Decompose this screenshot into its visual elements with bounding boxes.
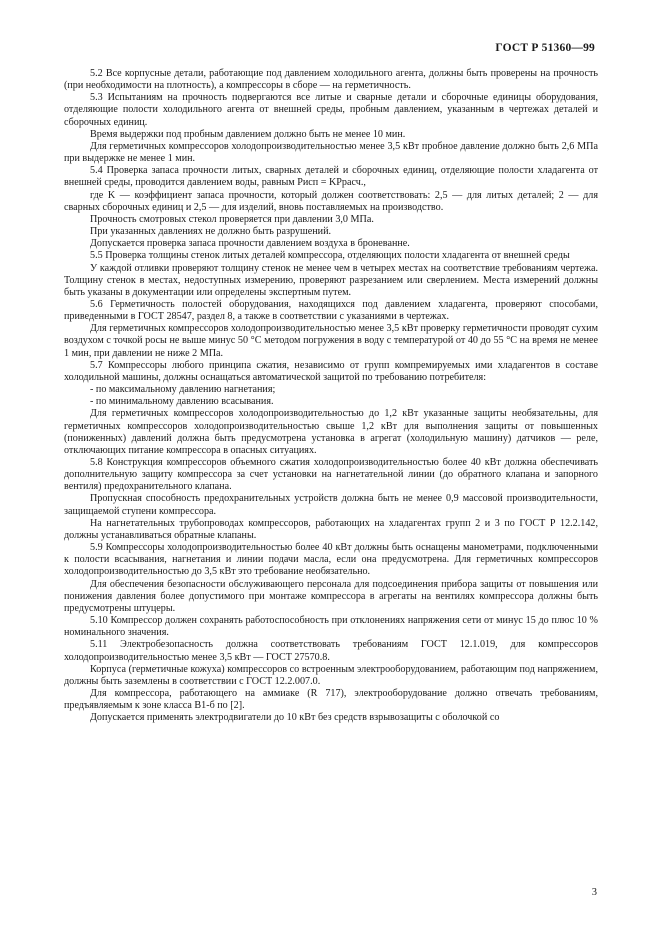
document-header: ГОСТ Р 51360—99 — [495, 42, 595, 54]
paragraph: Корпуса (герметичные кожуха) компрессоров со встроенным электрооборудованием, работающим под напряжением, должны быть заземлены в соответствии с ГОСТ 12.2.007.0. — [64, 663, 598, 687]
list-item: - по максимальному давлению нагнетания; — [90, 384, 276, 396]
paragraph: Для обеспечения безопасности обслуживающего персонала для подсоединения прибора защиты от повышения или понижения давления более допустимого при монтаже компрессора в агрегаты на вентилях компрессора должны быть предусмотрены штуцеры. — [64, 578, 598, 614]
paragraph: Допускается проверка запаса прочности давлением воздуха в броневанне. — [90, 238, 410, 250]
paragraph: где K — коэффициент запаса прочности, который должен соответствовать: 2,5 — для литых деталей; 2 — для сварных сборочных единиц и 2,5 — для изделий, вновь поставляемых на производство. — [64, 189, 598, 213]
page-number: 3 — [591, 887, 597, 898]
paragraph: На нагнетательных трубопроводах компрессоров, работающих на хладагентах групп 2 и 3 по ГОСТ Р 12.2.142, должны устанавливаться обратные клапаны. — [64, 517, 598, 541]
paragraph: Для герметичных компрессоров холодопроизводительностью менее 3,5 кВт пробное давление должно быть 2,6 МПа при выдержке не менее 1 мин. — [64, 140, 598, 165]
document-body — [64, 68, 598, 724]
paragraph: Прочность смотровых стекол проверяется при давлении 3,0 МПа. — [90, 213, 374, 225]
paragraph: 5.6 Герметичность полостей оборудования, находящихся под давлением хладагента, проверяют способами, приведенными в ГОСТ 28547, раздел 8, а также в соответствии с указаниями в чертежах. — [64, 298, 598, 323]
paragraph: Для герметичных компрессоров холодопроизводительностью до 1,2 кВт указанные защиты необязательны, для герметичных компрессоров холодопроизводительностью свыше 1,2 кВт для выполнения защиты от повышенных (пониженных) давлений должна быть предусмотрена установка в агрегат (холодильную машину) датчиков — реле, отключающих питание компрессора в опасных ситуациях. — [64, 408, 598, 456]
paragraph: Время выдержки под пробным давлением должно быть не менее 10 мин. — [90, 128, 406, 140]
paragraph: 5.2 Все корпусные детали, работающие под давлением холодильного агента, должны быть проверены на прочность (при необходимости на плотность), а компрессоры в сборе — на герметичность. — [64, 68, 598, 92]
paragraph: При указанных давлениях не должно быть разрушений. — [90, 226, 332, 238]
paragraph: 5.11 Электробезопасность должна соответствовать требованиям ГОСТ 12.1.019, для компрессоров холодопроизводительностью менее 3,5 кВт — ГОСТ 27570.8. — [64, 639, 598, 663]
paragraph: 5.8 Конструкция компрессоров объемного сжатия холодопроизводительностью более 40 кВт должна обеспечивать дополнительную защиту компрессора за счет установки на нагнетательной линии (до обратного клапана и запорного вентиля) предохранительного клапана. — [64, 457, 598, 493]
paragraph: Пропускная способность предохранительных устройств должна быть не менее 0,9 массовой производительности, защищаемой ступени компрессора. — [64, 493, 598, 517]
paragraph: 5.9 Компрессоры холодопроизводительностью более 40 кВт должны быть оснащены манометрами, подключенными к полости всасывания, нагнетания и линии подачи масла, если она предусмотрена. Для герметичных компрессоров холодопроизводительностью до 3,5 кВт это требование необязательно. — [64, 542, 598, 578]
paragraph: Для компрессора, работающего на аммиаке (R 717), электрооборудование должно отвечать требованиям, предъявляемым к зоне класса В1-б по [2]. — [64, 687, 598, 712]
paragraph: 5.5 Проверка толщины стенок литых деталей компрессора, отделяющих полости хладагента от внешней среды — [90, 250, 570, 262]
paragraph: 5.7 Компрессоры любого принципа сжатия, независимо от групп компремируемых ими хладагентов в составе холодильной машины, должны оснащаться автоматической защитой по требованию потребителя: — [64, 359, 598, 383]
list-item: - по минимальному давлению всасывания. — [90, 396, 274, 408]
paragraph: 5.3 Испытаниям на прочность подвергаются все литые и сварные детали и сборочные единицы оборудования, отделяющие полости холодильного агента от внешней среды, пробным давлением, указанным в чертежах деталей и сборочных единиц. — [64, 92, 598, 128]
paragraph: 5.4 Проверка запаса прочности литых, сварных деталей и сборочных единиц, отделяющие полости хладагента от внешней среды, проводится давлением воды, равным Pисп = KPрасч., — [64, 165, 598, 189]
paragraph: Для герметичных компрессоров холодопроизводительностью менее 3,5 кВт проверку герметичности проводят сухим воздухом с точкой росы не выше минус 50 °С методом погружения в воду с температурой от 40 до 55 °С на время не менее 1 мин, при давлении не ниже 2 МПа. — [64, 323, 598, 359]
paragraph: 5.10 Компрессор должен сохранять работоспособность при отклонениях напряжения сети от минус 15 до плюс 10 % номинального значения. — [64, 615, 598, 639]
paragraph: У каждой отливки проверяют толщину стенок не менее чем в четырех местах на соответствие требованиям чертежа. Толщину стенок в местах, недоступных измерению, проверяют разрезанием или сверлением. Места измерений должны быть указаны в документации или определены экспертным путем. — [64, 262, 598, 298]
paragraph: Допускается применять электродвигатели до 10 кВт без средств взрывозащиты с оболочкой со — [90, 712, 500, 724]
